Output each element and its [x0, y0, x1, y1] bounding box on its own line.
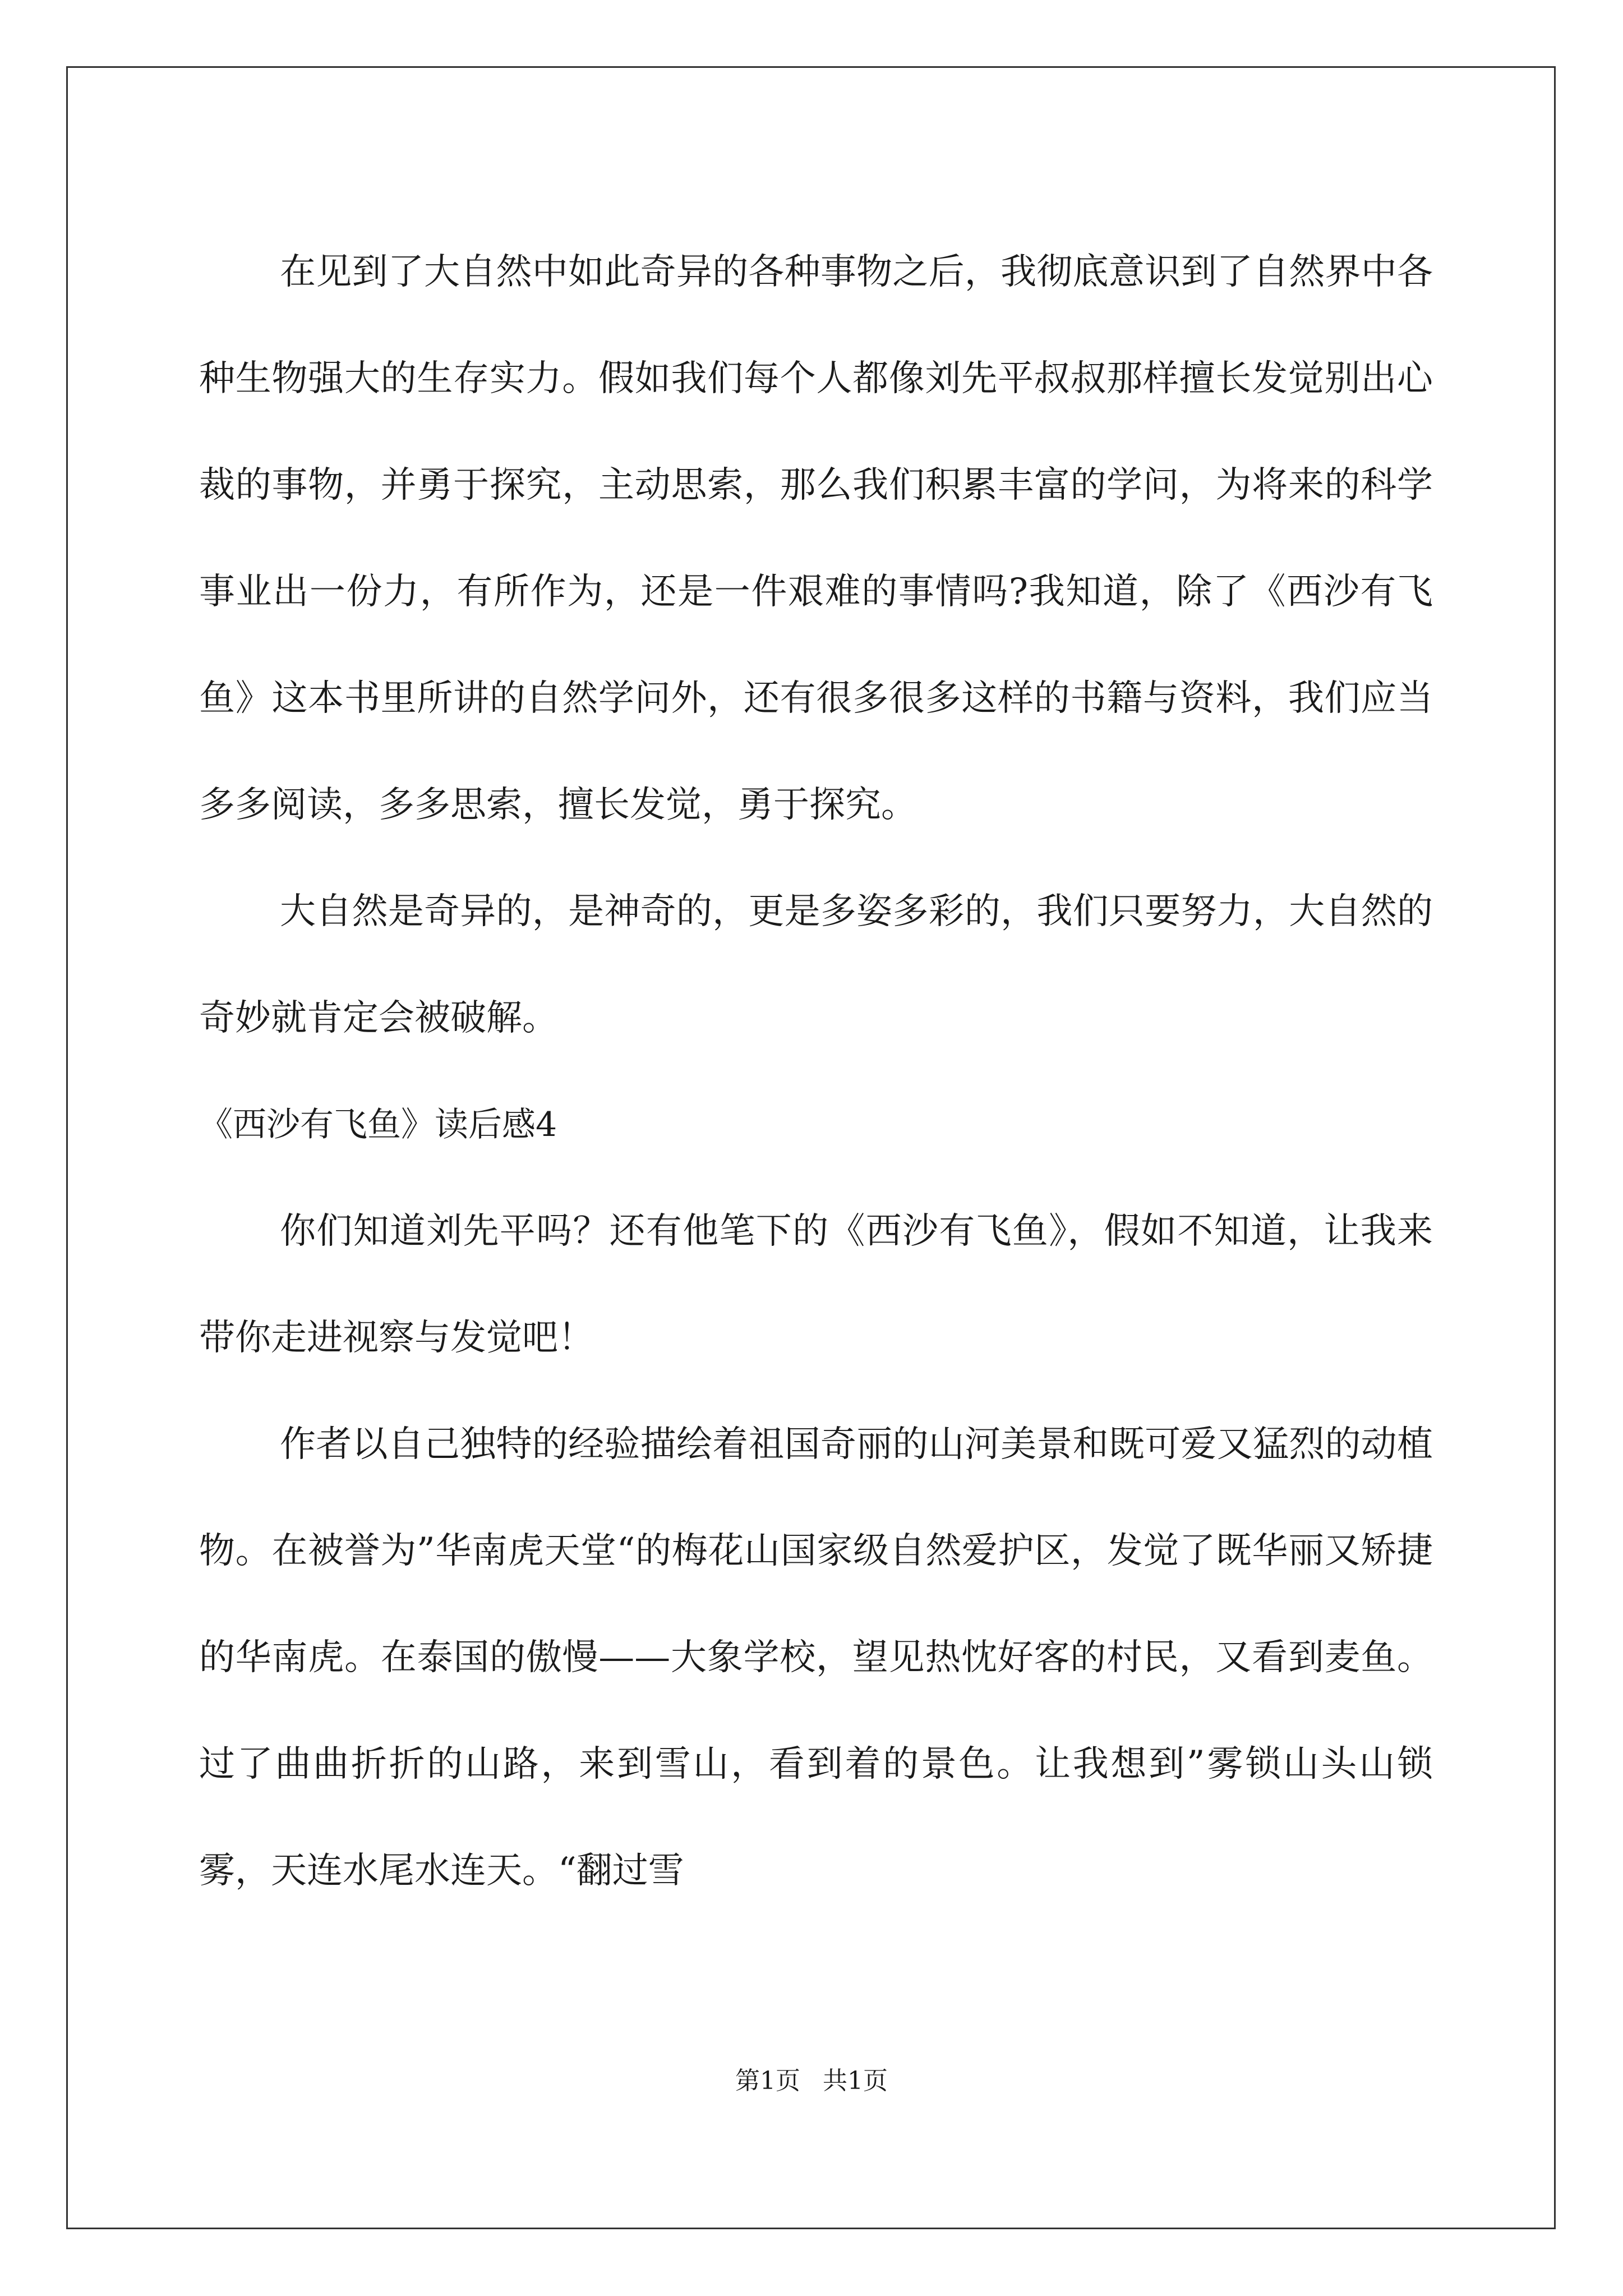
- paragraph: 你们知道刘先平吗？还有他笔下的《西沙有飞鱼》，假如不知道，让我来带你走进视察与发觉吧！: [199, 1211, 1433, 1359]
- paragraph: 在见到了大自然中如此奇异的各种事物之后，我彻底意识到了自然界中各种生物强大的生存实力。假如我们每个人都像刘先平叔叔那样擅长发觉别出心裁的事物，并勇于探究，主动思索，那么我们积累丰富的学问，为将来的科学事业出一份力，有所作为，还是一件艰难的事情吗?我知道，除了《西沙有飞鱼》这本书里所讲的自然学问外，还有很多很多这样的书籍与资料，我们应当多多阅读，多多思索，擅长发觉，勇于探究。: [199, 251, 1433, 826]
- page-footer: [0, 2064, 1623, 2098]
- page-number: 第1页: [735, 2067, 800, 2095]
- document-body: [199, 219, 1433, 1924]
- paragraph: 大自然是奇异的，是神奇的，更是多姿多彩的，我们只要努力，大自然的奇妙就肯定会被破解。: [199, 891, 1433, 1039]
- page-total: 共1页: [823, 2067, 888, 2095]
- paragraph: 作者以自己独特的经验描绘着祖国奇丽的山河美景和既可爱又猛烈的动植物。在被誉为”华南虎天堂“的梅花山国家级自然爱护区，发觉了既华丽又矫捷的华南虎。在泰国的傲慢——大象学校，望见热忱好客的村民，又看到麦鱼。过了曲曲折折的山路，来到雪山，看到着的景色。让我想到”雾锁山头山锁雾，天连水尾水连天。“翻过雪: [199, 1424, 1433, 1892]
- section-heading: 《西沙有飞鱼》读后感4: [199, 1105, 557, 1144]
